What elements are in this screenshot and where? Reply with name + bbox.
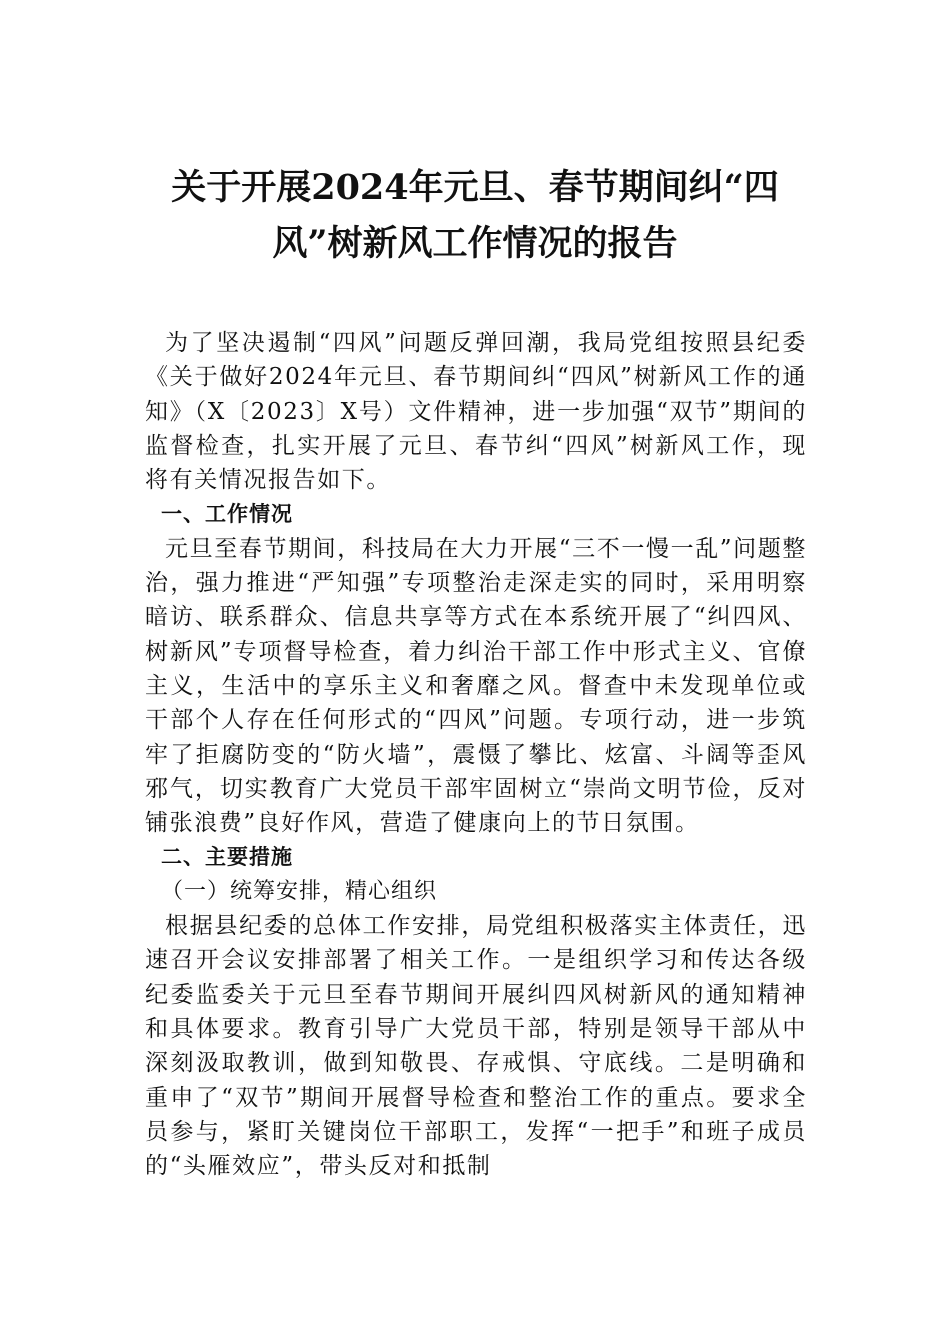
document-body (145, 326, 807, 1183)
title-line-1: 关于开展2024年元旦、春节期间纠“四 (171, 167, 779, 208)
intro-paragraph: 为了坚决遏制“四风”问题反弹回潮，我局党组按照县纪委《关于做好2024年元旦、春节期间纠“四风”树新风工作的通知》（X〔2023〕X号）文件精神，进一步加强“双节”期间的监督检查，扎实开展了元旦、春节纠“四风”树新风工作，现将有关情况报告如下。 (145, 330, 807, 494)
title-line-2: 风”树新风工作情况的报告 (272, 223, 678, 264)
work-status-paragraph: 元旦至春节期间，科技局在大力开展“三不一慢一乱”问题整治，强力推进“严知强”专项整治走深走实的同时，采用明察暗访、联系群众、信息共享等方式在本系统开展了“纠四风、树新风”专项督导检查，着力纠治干部工作中形式主义、官僚主义，生活中的享乐主义和奢靡之风。督查中未发现单位或干部个人存在任何形式的“四风”问题。专项行动，进一步筑牢了拒腐防变的“防火墙”，震慑了攀比、炫富、斗阔等歪风邪气，切实教育广大党员干部牢固树立“崇尚文明节俭，反对铺张浪费”良好作风，营造了健康向上的节日氛围。 (145, 535, 807, 837)
subsection-heading-planning: （一）统筹安排，精心组织 (161, 878, 438, 904)
document-title (150, 160, 800, 272)
planning-paragraph: 根据县纪委的总体工作安排，局党组积极落实主体责任，迅速召开会议安排部署了相关工作。一是组织学习和传达各级纪委监委关于元旦至春节期间开展纠四风树新风的通知精神和具体要求。教育引导广大党员干部，特别是领导干部从中深刻汲取教训，做到知敬畏、存戒惧、守底线。二是明确和重申了“双节”期间开展督导检查和整治工作的重点。要求全员参与，紧盯关键岗位干部职工，发挥“一把手”和班子成员的“头雁效应”，带头反对和抵制 (145, 913, 807, 1180)
section-heading-main-measures: 二、主要措施 (161, 845, 293, 870)
section-heading-work-status: 一、工作情况 (161, 502, 293, 527)
